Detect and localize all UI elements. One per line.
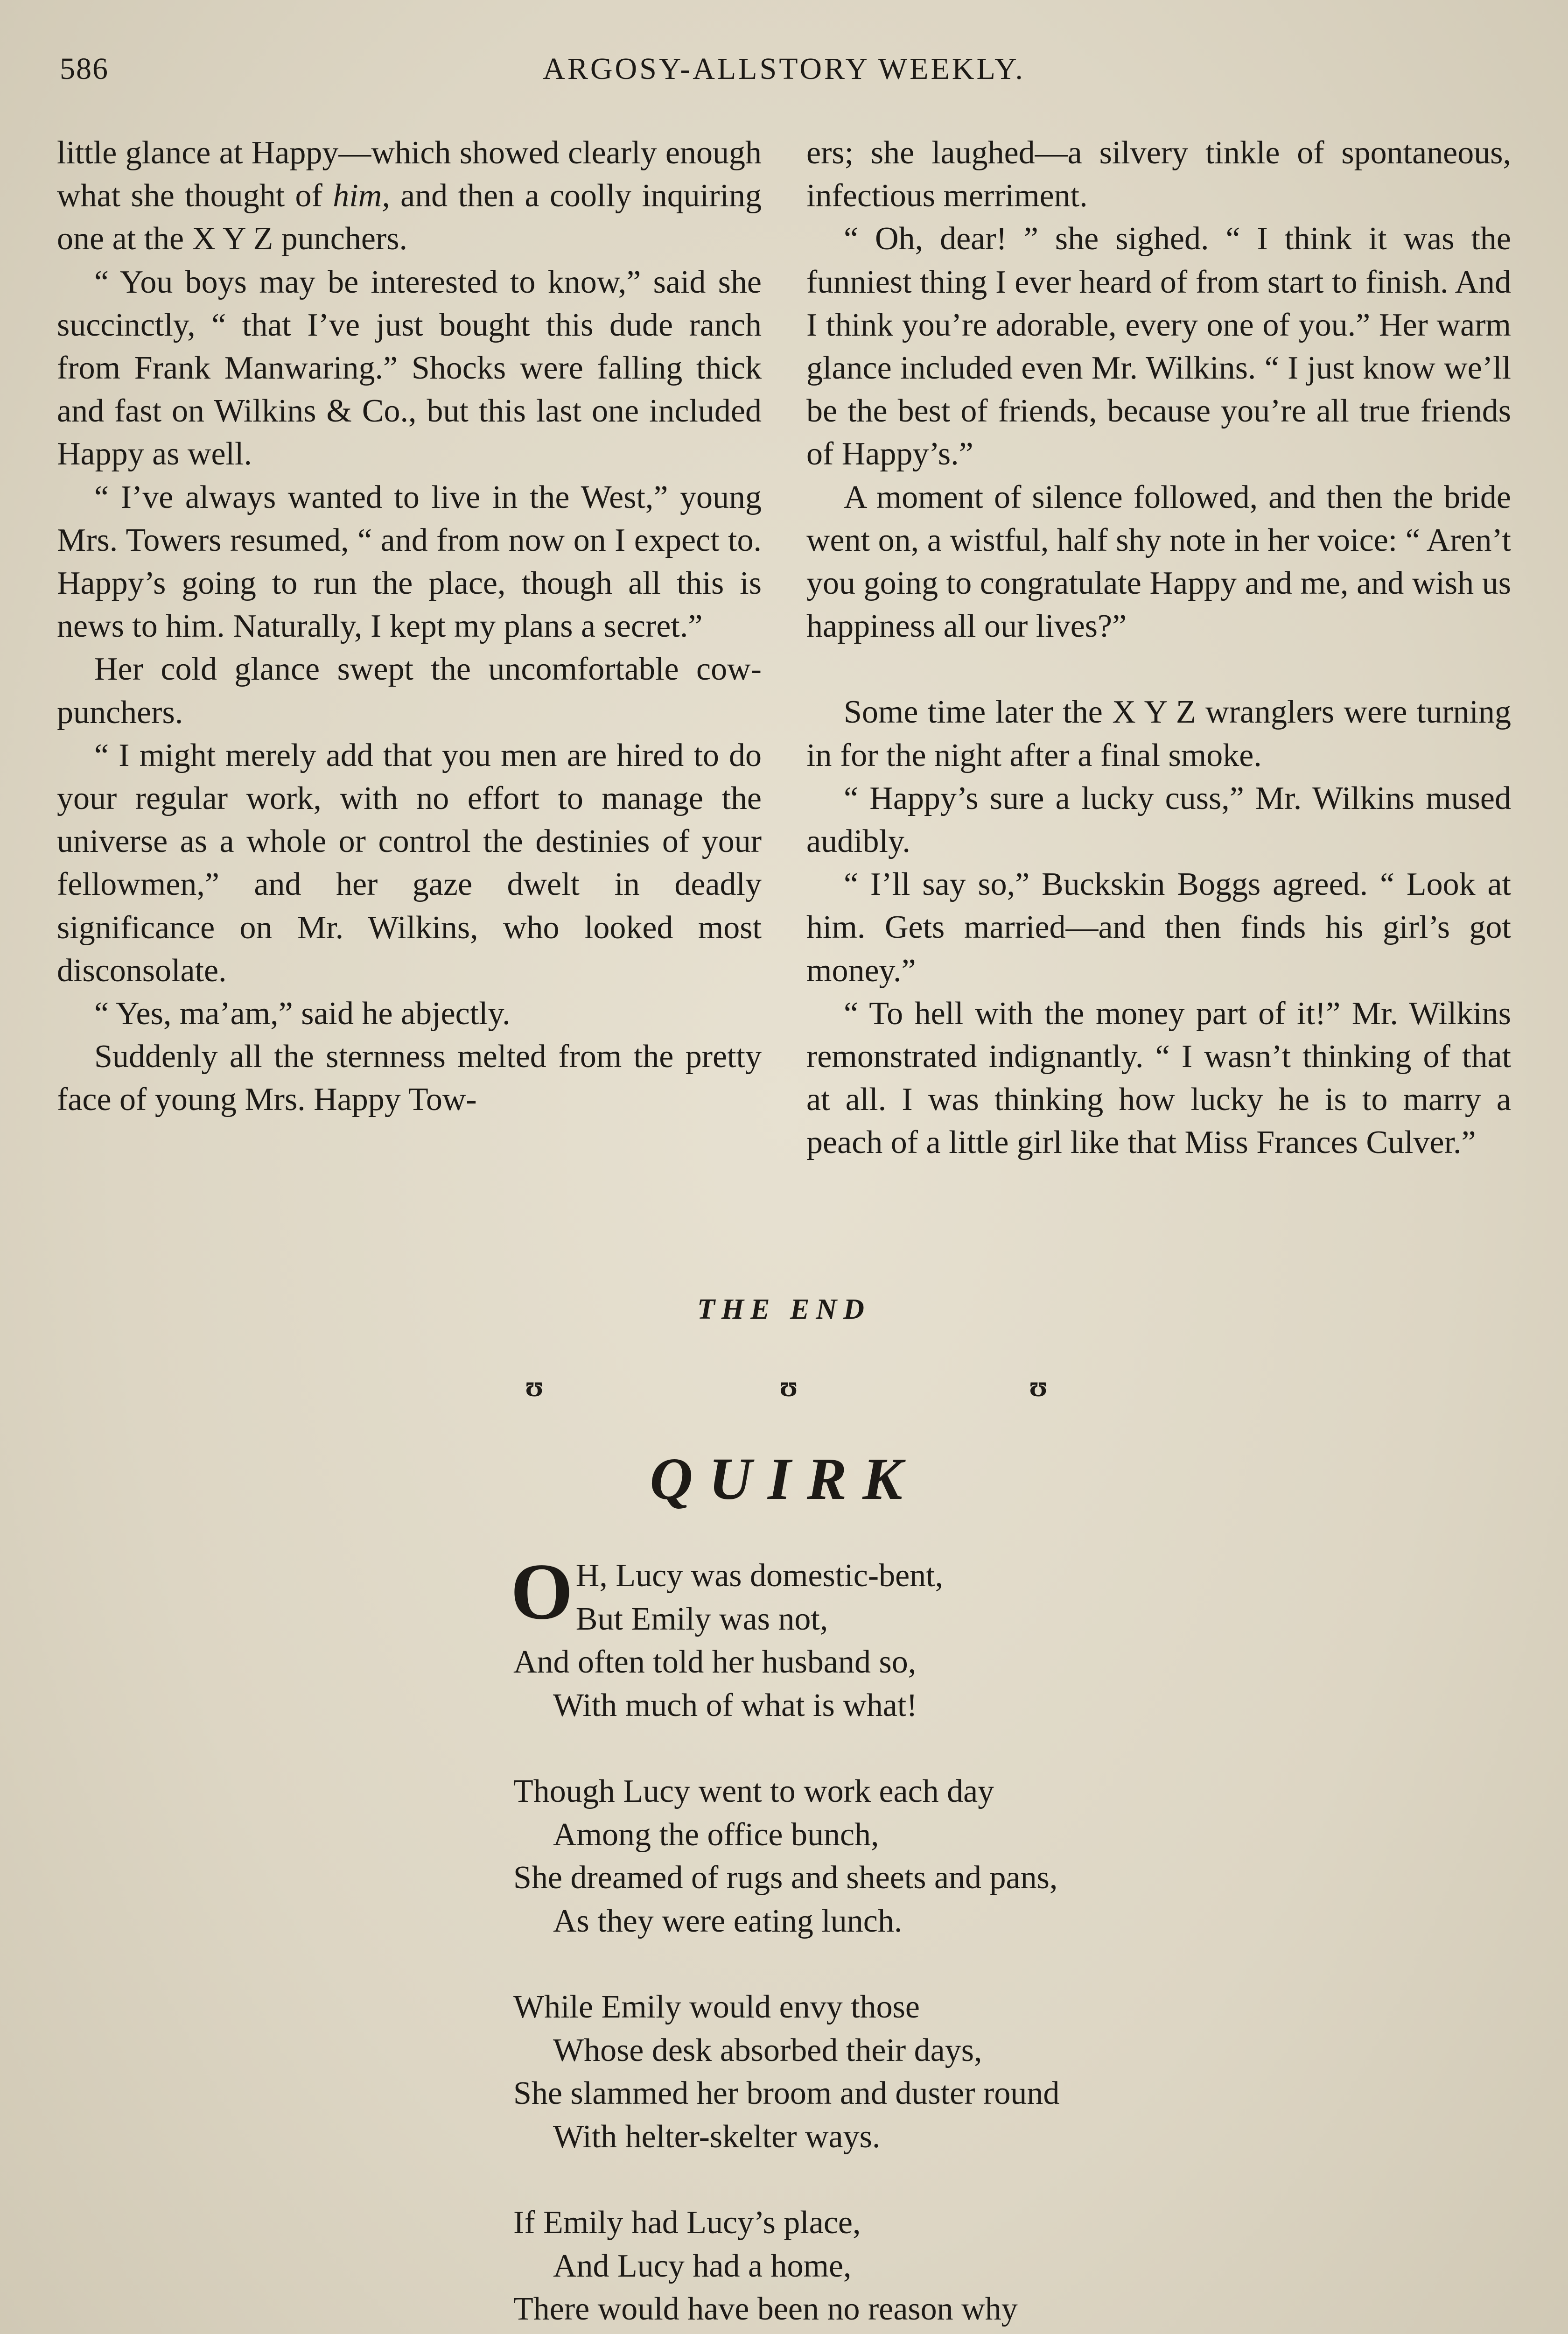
- paragraph: “ I’ve always wanted to live in the West,” young Mrs. Towers resumed, “ and from now on I expect to. Happy’s going to run the place, though all this is news to him. Naturally, I kept my plans a secret.”: [57, 479, 762, 645]
- paragraph: Her cold glance swept the uncomfortable cow-punchers.: [57, 651, 762, 731]
- poem-line: As they were eating lunch.: [553, 1903, 903, 1939]
- poem-line: [513, 2331, 1307, 2334]
- paragraph: ers; she laughed—a silvery tinkle of spontaneous, infectious merriment.: [806, 135, 1511, 214]
- poem-line: With much of what is what!: [553, 1687, 917, 1723]
- paragraph: Some time later the X Y Z wranglers were turning in for the night after a final smoke.: [806, 694, 1511, 773]
- paragraph: [57, 132, 762, 261]
- paragraph: “ You boys may be interested to know,” said she succinctly, “ that I’ve just bought this dude ranch from Frank Manwaring.” Shocks were falling thick and fast on Wilkins & Co., but this last one included Happy as well.: [57, 264, 762, 472]
- drop-cap: O: [511, 1547, 573, 1636]
- text-span: and then a coolly inquiring one at the X Y Z punchers.: [57, 178, 762, 257]
- ornament-icon: ʊ: [779, 1370, 798, 1403]
- stanza-1: [511, 1547, 1307, 1727]
- poem-line: And often told her husband so,: [513, 1644, 917, 1680]
- emphasis: him,: [333, 178, 390, 214]
- running-title: ARGOSY-ALLSTORY WEEKLY.: [543, 52, 1025, 86]
- page-header: [60, 51, 1508, 98]
- paragraph: “ I might merely add that you men are hired to do your regular work, with no effort to manage the universe as a whole or control the destinies of your fellowmen,” and her gaze dwelt in deadly significance on Mr. Wilkins, who looked most disconsolate.: [57, 737, 762, 989]
- poem-line: And Lucy had a home,: [553, 2248, 852, 2284]
- stanza-2: [513, 1770, 1307, 1943]
- poem-line: With helter-skelter ways.: [553, 2118, 881, 2155]
- paragraph: “ I’ll say so,” Buckskin Boggs agreed. “ Look at him. Gets married—and then finds his girl’s got money.”: [806, 866, 1511, 989]
- page-number: 586: [60, 52, 109, 86]
- stanza-4: [513, 2201, 1307, 2334]
- section-break: [806, 648, 1511, 691]
- paragraph: Suddenly all the sternness melted from the pretty face of young Mrs. Happy Tow-: [57, 1039, 762, 1118]
- poem-line: If Emily had Lucy’s place,: [513, 2205, 861, 2241]
- ornament-row: [0, 1372, 1568, 1410]
- the-end-label: THE END: [697, 1294, 871, 1325]
- right-column: [806, 132, 1511, 1165]
- poem-line: Among the office bunch,: [553, 1816, 879, 1853]
- poem-line: She slammed her broom and duster round: [513, 2075, 1060, 2111]
- text-span: little glance at Happy—which showed clearly enough what she thought of: [57, 135, 762, 214]
- poem-line: Whose desk absorbed their days,: [553, 2032, 982, 2068]
- paragraph: “ Happy’s sure a lucky cuss,” Mr. Wilkins mused audibly.: [806, 780, 1511, 860]
- poem-line: There would have been no reason why: [513, 2291, 1018, 2327]
- poem-line: While Emily would envy those: [513, 1989, 920, 2025]
- stanza-3: [513, 1986, 1307, 2158]
- paragraph: “ To hell with the money part of it!” Mr. Wilkins remonstrated indignantly. “ I wasn’t thinking of that at all. I was thinking how lucky he is to marry a peach of a little girl like that Miss Frances Culver.”: [806, 995, 1511, 1161]
- paragraph: “ Oh, dear! ” she sighed. “ I think it was the funniest thing I ever heard of from start to finish. And I think you’re adorable, every one of you.” Her warm glance included even Mr. Wilkins. “ I just know we’ll be the best of friends, because you’re all true friends of Happy’s.”: [806, 221, 1511, 472]
- poem-line: She dreamed of rugs and sheets and pans,: [513, 1860, 1058, 1896]
- poem-line: Though Lucy went to work each day: [513, 1773, 994, 1809]
- paragraph: “ Yes, ma’am,” said he abjectly.: [94, 996, 511, 1032]
- poem-line: But Emily was not,: [575, 1601, 828, 1637]
- ornament-icon: ʊ: [1029, 1370, 1048, 1403]
- poem-title: QUIRK: [650, 1446, 918, 1512]
- paragraph: A moment of silence followed, and then the bride went on, a wistful, half shy note in her voice: “ Aren’t you going to congratulate Happy and me, and wish us happiness all our lives?”: [806, 479, 1511, 645]
- left-column: [57, 132, 762, 1122]
- line-text: H, Lucy was domestic-bent,: [575, 1558, 944, 1594]
- poem: [511, 1547, 1307, 2334]
- ornament-icon: ʊ: [525, 1370, 544, 1403]
